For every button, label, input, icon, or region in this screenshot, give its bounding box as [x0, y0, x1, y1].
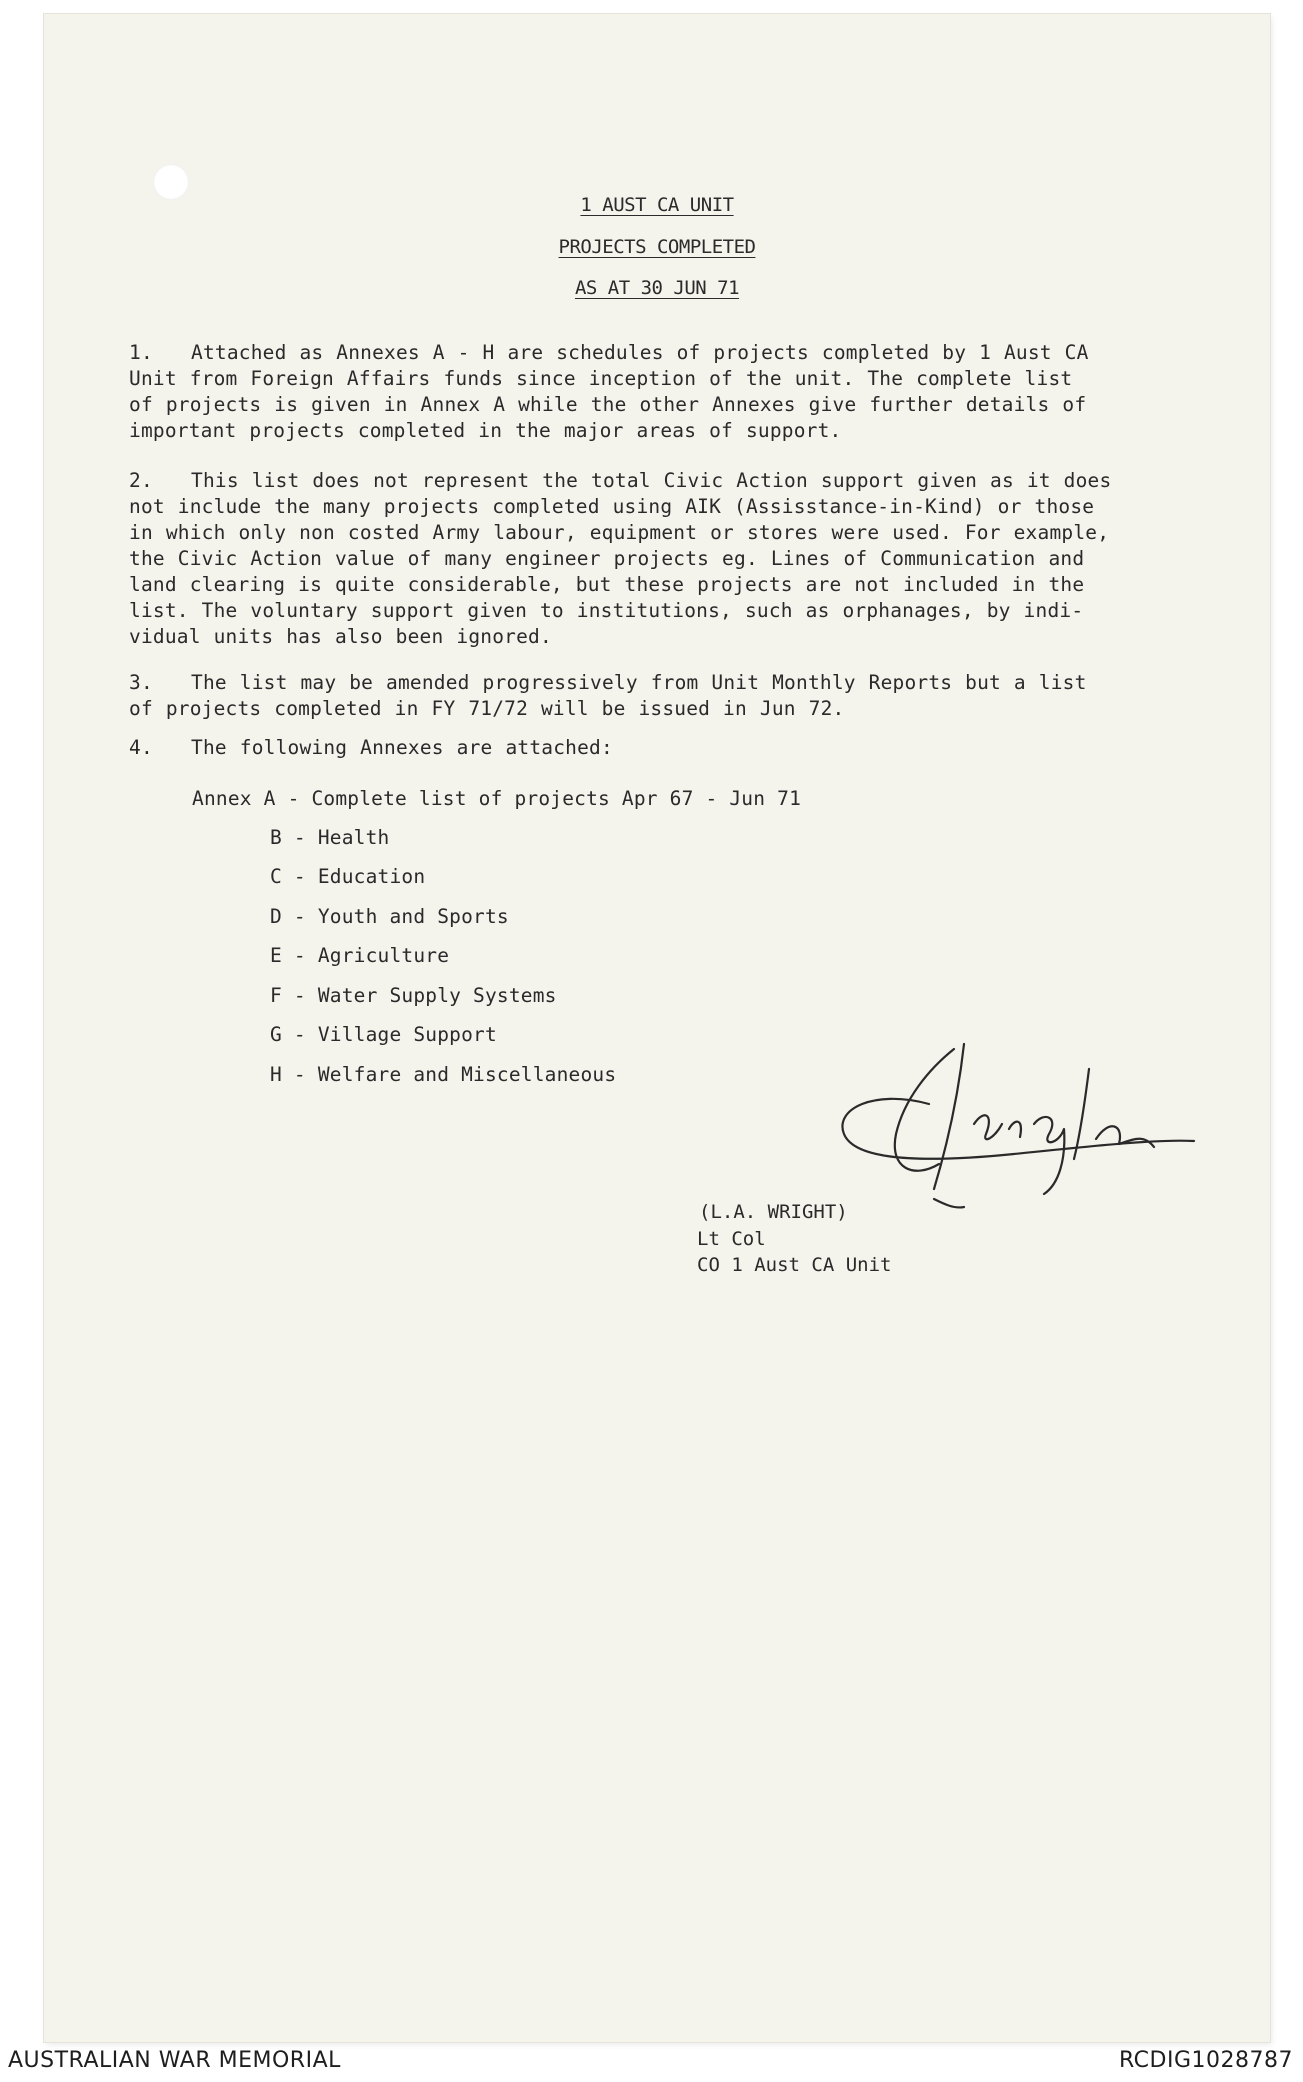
annex-item-e — [270, 944, 449, 967]
paragraph-number: 4. — [129, 736, 153, 759]
annex-dash: - — [293, 826, 306, 849]
paragraph-line: in which only non costed Army labour, equipment or stores were used. For example, — [129, 521, 1110, 544]
title-line-date: AS AT 30 JUN 71 — [574, 277, 740, 299]
paragraph-line: of projects completed in FY 71/72 will be issued in Jun 72. — [129, 697, 845, 720]
paragraph-line: list. The voluntary support given to institutions, such as orphanages, by indi- — [129, 599, 1084, 622]
show-through-mark — [744, 74, 754, 93]
line-text: This list does not represent the total Civic Action support given as it does — [191, 469, 1112, 492]
annex-letter: H — [270, 1063, 282, 1086]
paragraph-number: 3. — [129, 671, 153, 694]
paragraph-line: of projects is given in Annex A while the other Annexes give further details of — [129, 393, 1087, 416]
annex-dash: - — [293, 865, 306, 888]
paragraph-1 — [129, 340, 1189, 444]
paragraph-line: land clearing is quite considerable, but these projects are not included in the — [129, 573, 1085, 596]
annex-dash: - — [287, 787, 300, 810]
line-text: The following Annexes are attached: — [191, 736, 613, 759]
annex-dash: - — [293, 944, 306, 967]
paragraph-3 — [129, 670, 1189, 722]
annex-description: Complete list of projects Apr 67 - Jun 71 — [311, 787, 802, 810]
paragraph-line: the Civic Action value of many engineer projects eg. Lines of Communication and — [129, 547, 1085, 570]
annex-description: Welfare and Miscellaneous — [317, 1063, 617, 1086]
paragraph-number: 2. — [129, 469, 153, 492]
annex-dash: - — [293, 1063, 306, 1086]
paragraph-line — [129, 735, 1189, 761]
paragraph-line: not include the many projects completed using AIK (Assisstance-in-Kind) or those — [129, 495, 1095, 518]
paragraph-line: vidual units has also been ignored. — [129, 625, 552, 648]
annex-item-f — [270, 984, 557, 1007]
annex-letter: C — [270, 865, 282, 888]
annex-letter: F — [270, 984, 282, 1007]
paragraph-line: Unit from Foreign Affairs funds since inception of the unit. The complete list — [129, 367, 1073, 390]
annex-description: Education — [317, 865, 426, 888]
handwritten-signature — [834, 1029, 1214, 1229]
annex-letter: A — [263, 787, 276, 810]
annex-description: Water Supply Systems — [317, 984, 557, 1007]
annex-prefix: Annex — [192, 787, 252, 810]
annex-letter: G — [270, 1023, 282, 1046]
archive-attribution: AUSTRALIAN WAR MEMORIAL — [8, 2048, 341, 2073]
annex-dash: - — [293, 984, 306, 1007]
title-line-subject: PROJECTS COMPLETED — [558, 236, 756, 258]
annex-letter: D — [270, 905, 282, 928]
line-text: The list may be amended progressively from Unit Monthly Reports but a list — [191, 671, 1087, 694]
paragraph-line — [129, 468, 1189, 494]
paragraph-number: 1. — [129, 341, 153, 364]
line-text: Attached as Annexes A - H are schedules of projects completed by 1 Aust CA — [191, 341, 1089, 364]
signatory-name: (L.A. WRIGHT) — [699, 1201, 848, 1223]
annex-description: Agriculture — [317, 944, 450, 967]
paragraph-2 — [129, 468, 1189, 650]
paragraph-line: important projects completed in the major areas of support. — [129, 419, 842, 442]
title-line-unit: 1 AUST CA UNIT — [580, 194, 734, 216]
document-page — [44, 14, 1270, 2042]
archive-identifier: RCDIG1028787 — [1118, 2048, 1293, 2073]
annex-item-g — [270, 1023, 497, 1046]
paragraph-line — [129, 670, 1189, 696]
annex-letter: E — [270, 944, 282, 967]
annex-item-a — [192, 787, 801, 810]
paragraph-4 — [129, 735, 1189, 761]
annex-item-h — [270, 1063, 616, 1086]
annex-item-c — [270, 865, 425, 888]
signatory-appointment: CO 1 Aust CA Unit — [697, 1254, 892, 1276]
annex-description: Health — [317, 826, 390, 849]
paragraph-line — [129, 340, 1189, 366]
annex-dash: - — [293, 905, 306, 928]
annex-item-d — [270, 905, 509, 928]
annex-description: Village Support — [317, 1023, 497, 1046]
signatory-rank: Lt Col — [697, 1228, 766, 1250]
annex-dash: - — [293, 1023, 306, 1046]
annex-letter: B — [270, 826, 282, 849]
annex-item-b — [270, 826, 389, 849]
annex-description: Youth and Sports — [317, 905, 509, 928]
